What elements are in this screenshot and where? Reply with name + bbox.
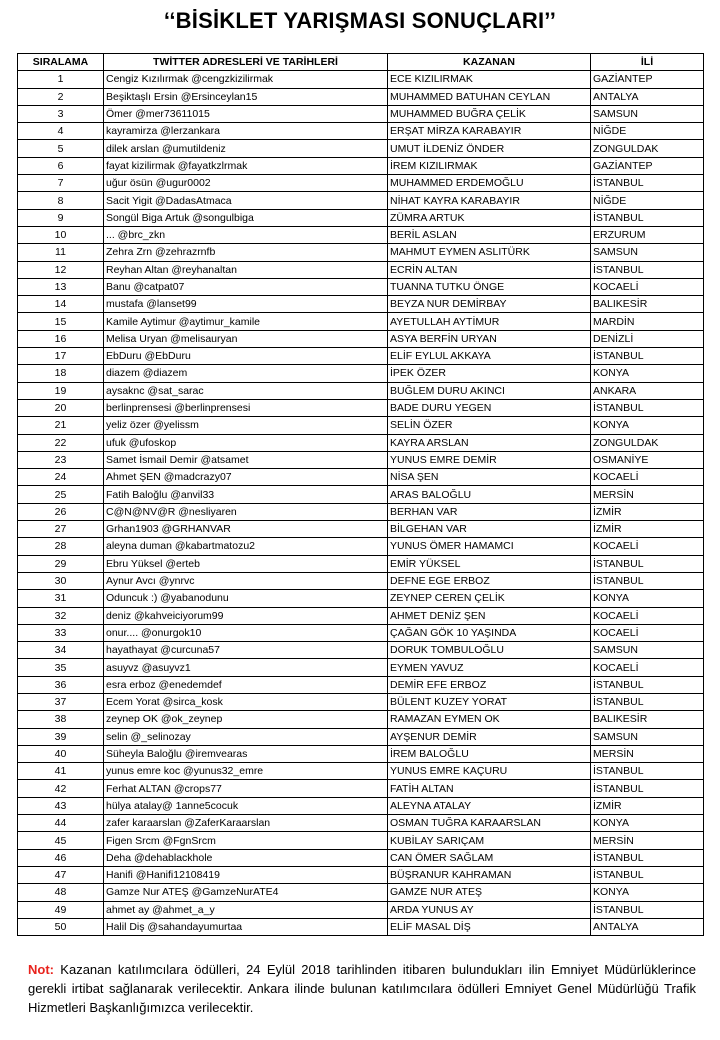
- winner-cell: TUANNA TUTKU ÖNGE: [388, 278, 591, 295]
- table-row: [18, 209, 704, 226]
- twitter-cell: uğur ösün @ugur0002: [104, 175, 388, 192]
- twitter-cell: ... @brc_zkn: [104, 226, 388, 243]
- table-row: [18, 763, 704, 780]
- rank-cell: 25: [18, 486, 104, 503]
- city-cell: İZMİR: [591, 797, 704, 814]
- rank-cell: 37: [18, 693, 104, 710]
- rank-cell: 6: [18, 157, 104, 174]
- winner-cell: BERHAN VAR: [388, 503, 591, 520]
- twitter-cell: Gamze Nur ATEŞ @GamzeNurATE4: [104, 884, 388, 901]
- table-row: [18, 105, 704, 122]
- header-city: İLİ: [591, 54, 704, 71]
- winner-cell: MUHAMMED BUĞRA ÇELİK: [388, 105, 591, 122]
- table-row: [18, 780, 704, 797]
- table-row: [18, 659, 704, 676]
- winner-cell: BADE DURU YEGEN: [388, 399, 591, 416]
- winner-cell: KAYRA ARSLAN: [388, 434, 591, 451]
- twitter-cell: Songül Biga Artuk @songulbiga: [104, 209, 388, 226]
- rank-cell: 4: [18, 123, 104, 140]
- city-cell: ANTALYA: [591, 88, 704, 105]
- rank-cell: 50: [18, 918, 104, 935]
- note-text: Kazanan katılımcılara ödülleri, 24 Eylül 2018 tarihlinden itibaren bulundukları ilin Emniyet Müdürlüklerince gerekli irtibat sağlanarak verilecektir. Ankara ilinde bulunan katılımcılara ödülleri Emniyet Genel Müdürlüğü Trafik Hizmetleri Başkanlığımızca verilecektir.: [28, 962, 696, 1015]
- winner-cell: YUNUS EMRE DEMİR: [388, 451, 591, 468]
- rank-cell: 32: [18, 607, 104, 624]
- twitter-cell: Sacit Yigit @DadasAtmaca: [104, 192, 388, 209]
- twitter-cell: hayathayat @curcuna57: [104, 642, 388, 659]
- table-row: [18, 469, 704, 486]
- rank-cell: 10: [18, 226, 104, 243]
- city-cell: KOCAELİ: [591, 538, 704, 555]
- rank-cell: 8: [18, 192, 104, 209]
- table-row: [18, 226, 704, 243]
- city-cell: KONYA: [591, 884, 704, 901]
- table-row: [18, 175, 704, 192]
- table-row: [18, 88, 704, 105]
- rank-cell: 9: [18, 209, 104, 226]
- winner-cell: EMİR YÜKSEL: [388, 555, 591, 572]
- winner-cell: ELİF EYLUL AKKAYA: [388, 348, 591, 365]
- rank-cell: 21: [18, 417, 104, 434]
- rank-cell: 47: [18, 866, 104, 883]
- rank-cell: 38: [18, 711, 104, 728]
- header-rank: SIRALAMA: [18, 54, 104, 71]
- twitter-cell: mustafa @lanset99: [104, 296, 388, 313]
- city-cell: KONYA: [591, 417, 704, 434]
- rank-cell: 23: [18, 451, 104, 468]
- table-row: [18, 901, 704, 918]
- header-winner: KAZANAN: [388, 54, 591, 71]
- winner-cell: İREM BALOĞLU: [388, 745, 591, 762]
- city-cell: İZMİR: [591, 503, 704, 520]
- twitter-cell: Hanifi @Hanifi12108419: [104, 866, 388, 883]
- table-row: [18, 140, 704, 157]
- twitter-cell: Aynur Avcı @ynrvc: [104, 572, 388, 589]
- twitter-cell: EbDuru @EbDuru: [104, 348, 388, 365]
- table-row: [18, 711, 704, 728]
- winner-cell: İPEK ÖZER: [388, 365, 591, 382]
- table-row: [18, 521, 704, 538]
- city-cell: SAMSUN: [591, 728, 704, 745]
- city-cell: MERSİN: [591, 486, 704, 503]
- results-table: [17, 53, 704, 936]
- page-title: ‘‘BİSİKLET YARIŞMASI SONUÇLARI’’: [163, 8, 557, 33]
- twitter-cell: aysaknc @sat_sarac: [104, 382, 388, 399]
- rank-cell: 18: [18, 365, 104, 382]
- city-cell: DENİZLİ: [591, 330, 704, 347]
- city-cell: İSTANBUL: [591, 261, 704, 278]
- rank-cell: 24: [18, 469, 104, 486]
- table-row: [18, 815, 704, 832]
- table-row: [18, 642, 704, 659]
- winner-cell: ERŞAT MİRZA KARABAYIR: [388, 123, 591, 140]
- rank-cell: 48: [18, 884, 104, 901]
- winner-cell: FATİH ALTAN: [388, 780, 591, 797]
- city-cell: GAZİANTEP: [591, 157, 704, 174]
- table-row: [18, 261, 704, 278]
- city-cell: İSTANBUL: [591, 780, 704, 797]
- rank-cell: 3: [18, 105, 104, 122]
- winner-cell: ARDA YUNUS AY: [388, 901, 591, 918]
- city-cell: SAMSUN: [591, 642, 704, 659]
- winner-cell: SELİN ÖZER: [388, 417, 591, 434]
- twitter-cell: deniz @kahveiciyorum99: [104, 607, 388, 624]
- city-cell: OSMANİYE: [591, 451, 704, 468]
- city-cell: BALIKESİR: [591, 711, 704, 728]
- twitter-cell: Ecem Yorat @sirca_kosk: [104, 693, 388, 710]
- city-cell: KOCAELİ: [591, 659, 704, 676]
- rank-cell: 22: [18, 434, 104, 451]
- city-cell: İSTANBUL: [591, 175, 704, 192]
- twitter-cell: kayramirza @lerzankara: [104, 123, 388, 140]
- rank-cell: 36: [18, 676, 104, 693]
- winner-cell: AYETULLAH AYTİMUR: [388, 313, 591, 330]
- winner-cell: BERİL ASLAN: [388, 226, 591, 243]
- rank-cell: 2: [18, 88, 104, 105]
- rank-cell: 39: [18, 728, 104, 745]
- city-cell: NİĞDE: [591, 192, 704, 209]
- table-row: [18, 918, 704, 935]
- twitter-cell: diazem @diazem: [104, 365, 388, 382]
- city-cell: KOCAELİ: [591, 469, 704, 486]
- twitter-cell: esra erboz @enedemdef: [104, 676, 388, 693]
- winner-cell: ARAS BALOĞLU: [388, 486, 591, 503]
- rank-cell: 29: [18, 555, 104, 572]
- table-row: [18, 728, 704, 745]
- city-cell: İSTANBUL: [591, 399, 704, 416]
- winner-cell: KUBİLAY SARIÇAM: [388, 832, 591, 849]
- city-cell: İSTANBUL: [591, 693, 704, 710]
- table-row: [18, 451, 704, 468]
- city-cell: GAZİANTEP: [591, 71, 704, 88]
- city-cell: BALIKESİR: [591, 296, 704, 313]
- table-row: [18, 71, 704, 88]
- rank-cell: 45: [18, 832, 104, 849]
- city-cell: İSTANBUL: [591, 763, 704, 780]
- twitter-cell: Ömer @mer73611015: [104, 105, 388, 122]
- city-cell: İSTANBUL: [591, 676, 704, 693]
- winner-cell: YUNUS ÖMER HAMAMCI: [388, 538, 591, 555]
- winner-cell: OSMAN TUĞRA KARAARSLAN: [388, 815, 591, 832]
- table-row: [18, 693, 704, 710]
- table-header-row: [18, 54, 704, 71]
- twitter-cell: ahmet ay @ahmet_a_y: [104, 901, 388, 918]
- rank-cell: 49: [18, 901, 104, 918]
- rank-cell: 34: [18, 642, 104, 659]
- winner-cell: BÜLENT KUZEY YORAT: [388, 693, 591, 710]
- city-cell: KOCAELİ: [591, 278, 704, 295]
- rank-cell: 12: [18, 261, 104, 278]
- table-row: [18, 866, 704, 883]
- rank-cell: 14: [18, 296, 104, 313]
- city-cell: MARDİN: [591, 313, 704, 330]
- city-cell: NİĞDE: [591, 123, 704, 140]
- table-row: [18, 797, 704, 814]
- rank-cell: 15: [18, 313, 104, 330]
- city-cell: İSTANBUL: [591, 209, 704, 226]
- twitter-cell: dilek arslan @umutildeniz: [104, 140, 388, 157]
- table-row: [18, 278, 704, 295]
- table-row: [18, 296, 704, 313]
- rank-cell: 43: [18, 797, 104, 814]
- winner-cell: ELİF MASAL DİŞ: [388, 918, 591, 935]
- table-row: [18, 607, 704, 624]
- rank-cell: 11: [18, 244, 104, 261]
- table-row: [18, 590, 704, 607]
- city-cell: ANKARA: [591, 382, 704, 399]
- rank-cell: 13: [18, 278, 104, 295]
- table-row: [18, 365, 704, 382]
- twitter-cell: Fatih Baloğlu @anvil33: [104, 486, 388, 503]
- rank-cell: 40: [18, 745, 104, 762]
- twitter-cell: Banu @catpat07: [104, 278, 388, 295]
- table-row: [18, 434, 704, 451]
- winner-cell: DEMİR EFE ERBOZ: [388, 676, 591, 693]
- rank-cell: 1: [18, 71, 104, 88]
- table-row: [18, 676, 704, 693]
- twitter-cell: aleyna duman @kabartmatozu2: [104, 538, 388, 555]
- rank-cell: 33: [18, 624, 104, 641]
- table-row: [18, 884, 704, 901]
- winner-cell: ECRİN ALTAN: [388, 261, 591, 278]
- twitter-cell: Cengiz Kızılırmak @cengzkizilirmak: [104, 71, 388, 88]
- winner-cell: İREM KIZILIRMAK: [388, 157, 591, 174]
- twitter-cell: ufuk @ufoskop: [104, 434, 388, 451]
- winner-cell: AYŞENUR DEMİR: [388, 728, 591, 745]
- city-cell: İSTANBUL: [591, 348, 704, 365]
- twitter-cell: Ebru Yüksel @erteb: [104, 555, 388, 572]
- twitter-cell: zeynep OK @ok_zeynep: [104, 711, 388, 728]
- rank-cell: 27: [18, 521, 104, 538]
- twitter-cell: Deha @dehablackhole: [104, 849, 388, 866]
- winner-cell: GAMZE NUR ATEŞ: [388, 884, 591, 901]
- winner-cell: NİSA ŞEN: [388, 469, 591, 486]
- table-row: [18, 745, 704, 762]
- twitter-cell: Halil Diş @sahandayumurtaa: [104, 918, 388, 935]
- table-row: [18, 538, 704, 555]
- city-cell: İSTANBUL: [591, 901, 704, 918]
- table-row: [18, 503, 704, 520]
- city-cell: ERZURUM: [591, 226, 704, 243]
- rank-cell: 30: [18, 572, 104, 589]
- rank-cell: 20: [18, 399, 104, 416]
- city-cell: KONYA: [591, 365, 704, 382]
- table-row: [18, 157, 704, 174]
- winner-cell: ASYA BERFİN URYAN: [388, 330, 591, 347]
- table-row: [18, 192, 704, 209]
- winner-cell: EYMEN YAVUZ: [388, 659, 591, 676]
- rank-cell: 31: [18, 590, 104, 607]
- rank-cell: 46: [18, 849, 104, 866]
- twitter-cell: Süheyla Baloğlu @iremvearas: [104, 745, 388, 762]
- rank-cell: 17: [18, 348, 104, 365]
- winner-cell: ÇAĞAN GÖK 10 YAŞINDA: [388, 624, 591, 641]
- rank-cell: 28: [18, 538, 104, 555]
- city-cell: MERSİN: [591, 832, 704, 849]
- twitter-cell: berlinprensesi @berlinprensesi: [104, 399, 388, 416]
- twitter-cell: fayat kizilirmak @fayatkzlrmak: [104, 157, 388, 174]
- winner-cell: NİHAT KAYRA KARABAYIR: [388, 192, 591, 209]
- city-cell: KONYA: [591, 590, 704, 607]
- winner-cell: BİLGEHAN VAR: [388, 521, 591, 538]
- city-cell: KONYA: [591, 815, 704, 832]
- table-body: [18, 71, 704, 936]
- city-cell: KOCAELİ: [591, 624, 704, 641]
- winner-cell: ZÜMRA ARTUK: [388, 209, 591, 226]
- twitter-cell: C@N@NV@R @nesliyaren: [104, 503, 388, 520]
- city-cell: ZONGULDAK: [591, 434, 704, 451]
- winner-cell: AHMET DENİZ ŞEN: [388, 607, 591, 624]
- note-label: Not:: [28, 962, 54, 977]
- winner-cell: ECE KIZILIRMAK: [388, 71, 591, 88]
- twitter-cell: Ferhat ALTAN @crops77: [104, 780, 388, 797]
- table-row: [18, 572, 704, 589]
- rank-cell: 44: [18, 815, 104, 832]
- twitter-cell: Kamile Aytimur @aytimur_kamile: [104, 313, 388, 330]
- twitter-cell: Oduncuk :) @yabanodunu: [104, 590, 388, 607]
- winner-cell: MUHAMMED ERDEMOĞLU: [388, 175, 591, 192]
- winner-cell: BEYZA NUR DEMİRBAY: [388, 296, 591, 313]
- table-row: [18, 382, 704, 399]
- table-row: [18, 123, 704, 140]
- table-row: [18, 399, 704, 416]
- twitter-cell: Reyhan Altan @reyhanaltan: [104, 261, 388, 278]
- city-cell: İSTANBUL: [591, 572, 704, 589]
- table-row: [18, 348, 704, 365]
- winner-cell: DEFNE EGE ERBOZ: [388, 572, 591, 589]
- winner-cell: BÜŞRANUR KAHRAMAN: [388, 866, 591, 883]
- city-cell: SAMSUN: [591, 105, 704, 122]
- twitter-cell: Figen Srcm @FgnSrcm: [104, 832, 388, 849]
- table-row: [18, 486, 704, 503]
- winner-cell: CAN ÖMER SAĞLAM: [388, 849, 591, 866]
- city-cell: MERSİN: [591, 745, 704, 762]
- rank-cell: 5: [18, 140, 104, 157]
- twitter-cell: onur.... @onurgok10: [104, 624, 388, 641]
- city-cell: İZMİR: [591, 521, 704, 538]
- rank-cell: 26: [18, 503, 104, 520]
- table-row: [18, 555, 704, 572]
- rank-cell: 41: [18, 763, 104, 780]
- winner-cell: ZEYNEP CEREN ÇELİK: [388, 590, 591, 607]
- city-cell: ANTALYA: [591, 918, 704, 935]
- table-row: [18, 313, 704, 330]
- twitter-cell: Samet İsmail Demir @atsamet: [104, 451, 388, 468]
- rank-cell: 35: [18, 659, 104, 676]
- rank-cell: 7: [18, 175, 104, 192]
- twitter-cell: yeliz özer @yelissm: [104, 417, 388, 434]
- note: [28, 960, 696, 1017]
- header-twitter: TWİTTER ADRESLERİ VE TARİHLERİ: [104, 54, 388, 71]
- winner-cell: UMUT İLDENİZ ÖNDER: [388, 140, 591, 157]
- twitter-cell: Melisa Uryan @melisauryan: [104, 330, 388, 347]
- winner-cell: BUĞLEM DURU AKINCI: [388, 382, 591, 399]
- twitter-cell: hülya atalay@ 1anne5cocuk: [104, 797, 388, 814]
- twitter-cell: Beşiktaşlı Ersin @Ersinceylan15: [104, 88, 388, 105]
- twitter-cell: asuyvz @asuyvz1: [104, 659, 388, 676]
- table-row: [18, 417, 704, 434]
- rank-cell: 16: [18, 330, 104, 347]
- winner-cell: MAHMUT EYMEN ASLITÜRK: [388, 244, 591, 261]
- twitter-cell: Zehra Zrn @zehrazrnfb: [104, 244, 388, 261]
- twitter-cell: Grhan1903 @GRHANVAR: [104, 521, 388, 538]
- table-row: [18, 849, 704, 866]
- city-cell: İSTANBUL: [591, 849, 704, 866]
- table-row: [18, 624, 704, 641]
- city-cell: SAMSUN: [591, 244, 704, 261]
- twitter-cell: zafer karaarslan @ZaferKaraarslan: [104, 815, 388, 832]
- winner-cell: DORUK TOMBULOĞLU: [388, 642, 591, 659]
- table-row: [18, 244, 704, 261]
- twitter-cell: selin @_selinozay: [104, 728, 388, 745]
- city-cell: KOCAELİ: [591, 607, 704, 624]
- city-cell: İSTANBUL: [591, 866, 704, 883]
- winner-cell: MUHAMMED BATUHAN CEYLAN: [388, 88, 591, 105]
- table-row: [18, 330, 704, 347]
- city-cell: İSTANBUL: [591, 555, 704, 572]
- city-cell: ZONGULDAK: [591, 140, 704, 157]
- rank-cell: 42: [18, 780, 104, 797]
- twitter-cell: Ahmet ŞEN @madcrazy07: [104, 469, 388, 486]
- rank-cell: 19: [18, 382, 104, 399]
- winner-cell: ALEYNA ATALAY: [388, 797, 591, 814]
- table-row: [18, 832, 704, 849]
- winner-cell: YUNUS EMRE KAÇURU: [388, 763, 591, 780]
- winner-cell: RAMAZAN EYMEN OK: [388, 711, 591, 728]
- twitter-cell: yunus emre koc @yunus32_emre: [104, 763, 388, 780]
